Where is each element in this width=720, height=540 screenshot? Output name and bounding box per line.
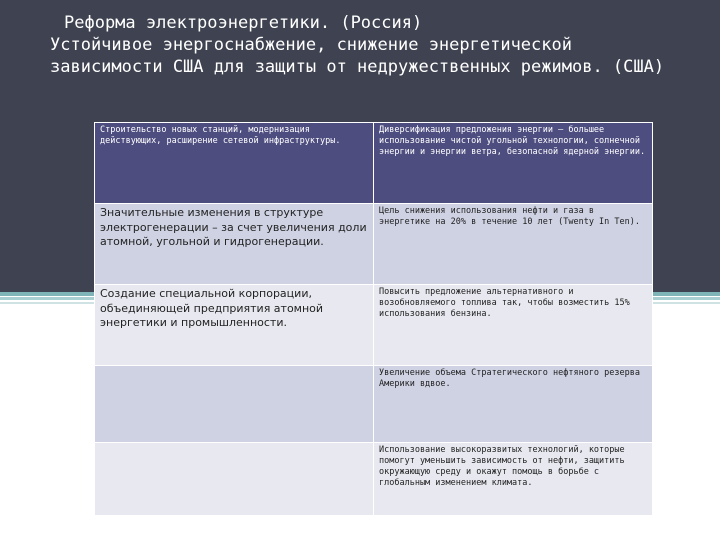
- table-cell-russia: [95, 443, 374, 516]
- table-row: [95, 366, 653, 443]
- table-row: [95, 204, 653, 285]
- comparison-table: [94, 122, 653, 516]
- table-row: [95, 285, 653, 366]
- table-cell-russia: Создание специальной корпорации, объединяющей предприятия атомной энергетики и промышленности.: [95, 285, 374, 366]
- table-cell-usa: Использование высокоразвитых технологий, которые помогут уменьшить зависимость от нефти, защитить окружающую среду и окажут помощь в борьбе с глобальным изменением климата.: [374, 443, 653, 516]
- header-cell-usa: Диверсификация предложения энергии – большее использование чистой угольной технологии, солнечной энергии и энергии ветра, безопасной ядерной энергии.: [374, 123, 653, 204]
- table-cell-usa: Цель снижения использования нефти и газа в энергетике на 20% в течение 10 лет (Twenty In Ten).: [374, 204, 653, 285]
- table-cell-russia: Значительные изменения в структуре электрогенерации – за счет увеличения доли атомной, угольной и гидрогенерации.: [95, 204, 374, 285]
- slide-title: [50, 12, 690, 78]
- table-row: [95, 443, 653, 516]
- table-header-row: [95, 123, 653, 204]
- slide-title-line-1: Реформа электроэнергетики. (Россия): [64, 13, 423, 33]
- table-cell-russia: [95, 366, 374, 443]
- slide-title-line-2: Устойчивое энергоснабжение, снижение энергетической зависимости США для защиты от недружественных режимов. (США): [50, 35, 665, 77]
- table-cell-usa: Увеличение объема Стратегического нефтяного резерва Америки вдвое.: [374, 366, 653, 443]
- table-cell-usa: Повысить предложение альтернативного и возобновляемого топлива так, чтобы возместить 15% использования бензина.: [374, 285, 653, 366]
- header-cell-russia: Строительство новых станций, модернизация действующих, расширение сетевой инфраструктуры.: [95, 123, 374, 204]
